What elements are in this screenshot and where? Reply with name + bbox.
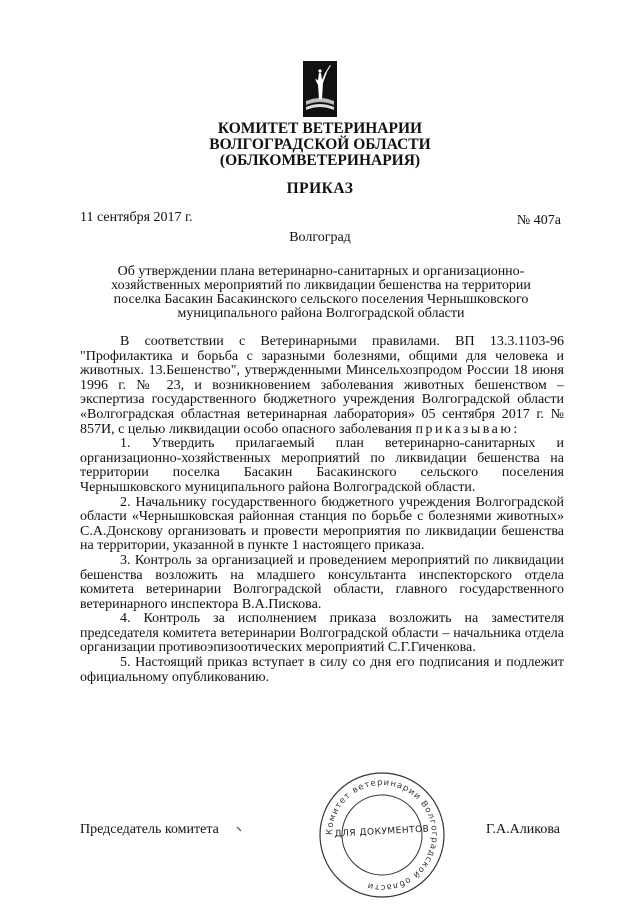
preamble-text: В соответствии с Ветеринарными правилами. ВП 13.3.1103-96 "Профилактика и борьба с заразными болезнями, общими для человека и животных. 13.Бешенство", утвержденными Минсельхозпродом России 18 июня 1996 г. № 23, и возникновением заболевания животных бешенством – экспертиза государственного бюджетного учреждения Волгоградской области «Волгоградская областная ветеринарная лаборатория» 05 сентября 2017 г. № 857И, с целью ликвидации особо опасного заболевания xyxy=(80,334,564,437)
order-body xyxy=(80,335,564,685)
order-word: приказываю: xyxy=(415,421,520,437)
order-item-4: 4. Контроль за исполнением приказа возложить на заместителя председателя комитета ветеринарии Волгоградской области – начальника отдела организации противоэпизоотических мероприятий С.Г.Гиченкова. xyxy=(80,611,564,656)
order-city: Волгоград xyxy=(289,230,351,245)
pen-mark-icon xyxy=(236,826,242,832)
volgograd-motherland-emblem-icon xyxy=(303,61,337,117)
order-item-5: 5. Настоящий приказ вступает в силу со дня его подписания и подлежит официальному опубликованию. xyxy=(80,655,564,685)
committee-name-line2: ВОЛГОГРАДСКОЙ ОБЛАСТИ xyxy=(209,136,431,153)
order-item-2: 2. Начальнику государственного бюджетного учреждения Волгоградской области «Чернышковская районная станция по борьбе с болезнями животных» С.А.Донскову организовать и провести мероприятия по ликвидации бешенства на территории, указанной в пункте 1 настоящего приказа. xyxy=(80,494,564,554)
committee-name-line3: (ОБЛКОМВЕТЕРИНАРИЯ) xyxy=(219,152,421,169)
order-subject: Об утверждении плана ветеринарно-санитарных и организационно-хозяйственных мероприятий по ликвидации бешенства на территории поселка Басакин Басакинского сельского поселения Чернышковского муниципального района Волгоградской области xyxy=(111,264,531,321)
order-item-1: 1. Утвердить прилагаемый план ветеринарно-санитарных и организационно-хозяйственных мероприятий по ликвидации бешенства на территории поселка Басакин Басакинского сельского поселения Чернышковского муниципального района Волгоградской области. xyxy=(80,436,564,495)
stamp-ring-text: Комитет ветеринарии Волгоградской области xyxy=(324,777,440,893)
preamble xyxy=(80,335,564,437)
order-date: 11 сентября 2017 г. xyxy=(80,210,193,225)
order-number: № 407а xyxy=(516,213,561,228)
signer-title: Председатель комитета xyxy=(80,822,219,837)
signer-name: Г.А.Аликова xyxy=(486,822,560,837)
committee-name-line1: КОМИТЕТ ВЕТЕРИНАРИИ xyxy=(217,120,423,137)
stamp-center-text: ДЛЯ ДОКУМЕНТОВ xyxy=(334,824,430,840)
order-item-3: 3. Контроль за организацией и проведением мероприятий по ликвидации бешенства возложить на младшего консультанта инспекторского отдела комитета ветеринарии Волгоградской области, главного государственного ветеринарного инспектора В.А.Пискова. xyxy=(80,552,564,612)
round-stamp-icon xyxy=(317,770,447,900)
order-title: ПРИКАЗ xyxy=(286,180,354,197)
